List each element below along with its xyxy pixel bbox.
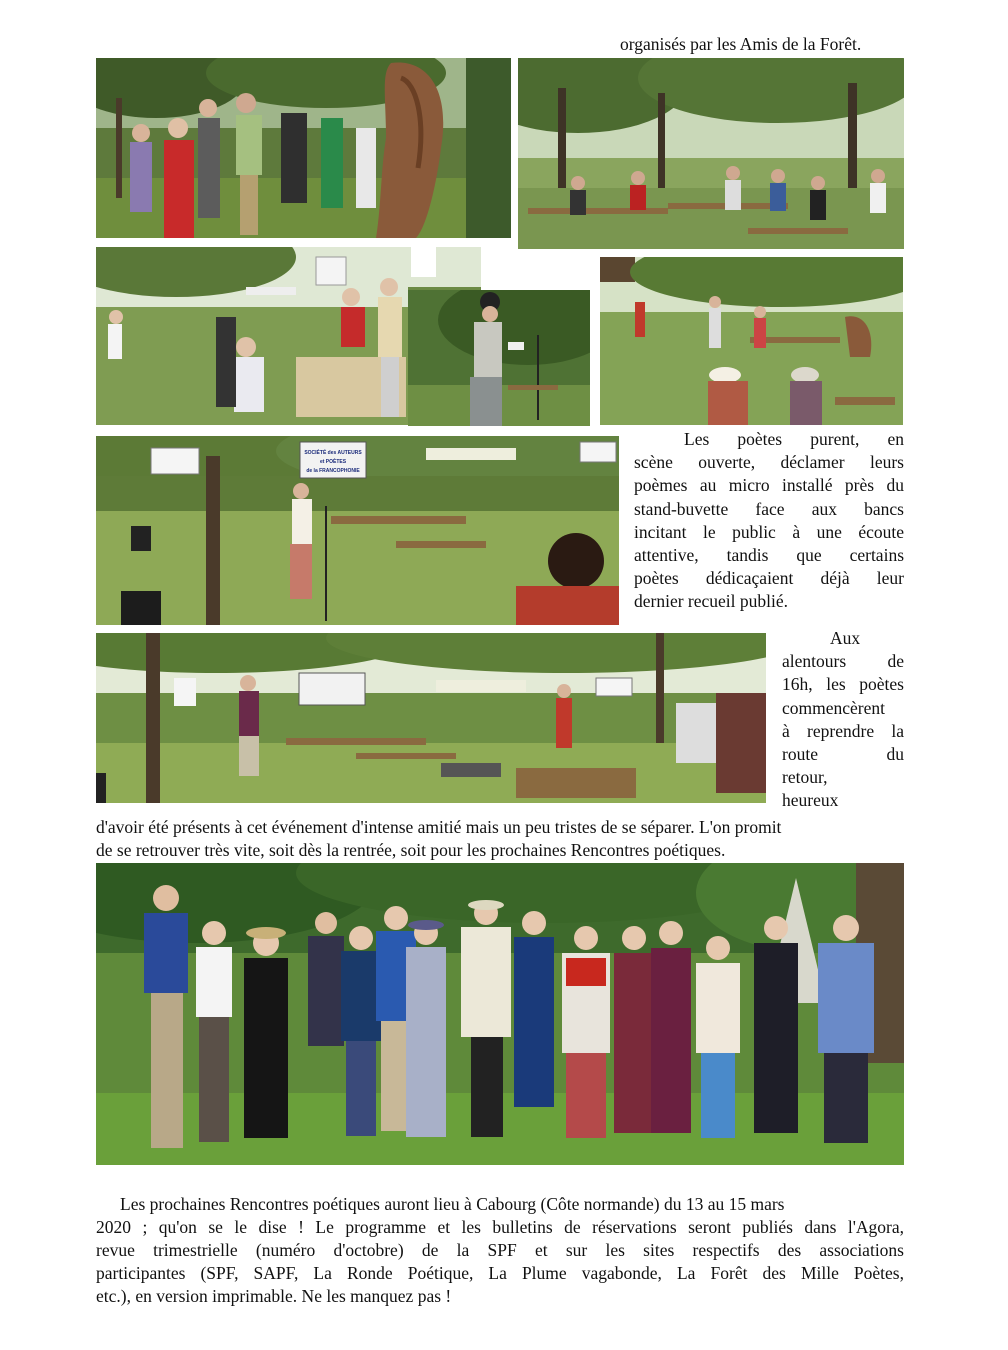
photo-man-reading (408, 290, 590, 426)
closing-line-1: Les prochaines Rencontres poétiques auront lieu à Cabourg (Côte normande) du 13 au 15 mars (120, 1194, 785, 1214)
para-right-line: incitant le public à une écoute (634, 521, 904, 542)
para-narrow-line: retour, (782, 767, 828, 788)
para-right-line: stand-buvette face aux bancs (634, 498, 904, 519)
paragraph-departure (782, 627, 904, 813)
para-narrow-line: Aux (830, 628, 861, 648)
sapf-banner-line-2: et POÈTES (319, 459, 347, 465)
sapf-banner-line-3: de la FRANCOPHONIE (306, 468, 360, 474)
para-narrow-line: route du (782, 744, 904, 765)
para-narrow-line: commencèrent (782, 697, 886, 718)
paragraph-open-stage (634, 428, 904, 614)
para-narrow-line: 16h, les poètes (782, 674, 904, 695)
paragraph-continuation-line-2: de se retrouver très vite, soit dès la rentrée, soit pour les prochaines Rencontres poétiques. (96, 840, 726, 860)
closing-line-3: revue trimestrielle (numéro d'octobre) de la SPF et sur les sites respectifs des associations (96, 1240, 904, 1260)
para-right-line: Les poètes purent, en (684, 429, 904, 449)
para-right-line: poèmes au micro installé près du (634, 475, 904, 496)
para-right-line: poètes dédicaçaient déjà leur (634, 568, 904, 589)
photo-group (96, 863, 904, 1165)
para-right-line: attentive, tandis que certains (634, 545, 904, 566)
photo-open-stage (96, 633, 766, 803)
para-right-line: dernier recueil publié. (634, 591, 789, 612)
paragraph-continuation-line-1: d'avoir été présents à cet événement d'intense amitié mais un peu tristes de se séparer. L'on promit (96, 817, 782, 837)
top-line: organisés par les Amis de la Forêt. (620, 34, 862, 54)
para-narrow-line: heureux (782, 790, 839, 811)
closing-line-4: participantes (SPF, SAPF, La Ronde Poétique, La Plume vagabonde, La Forêt des Mille Poètes, (96, 1263, 904, 1283)
para-right-line: scène ouverte, déclamer leurs (634, 452, 904, 473)
para-narrow-line: alentours de (782, 651, 904, 672)
closing-line-2: 2020 ; qu'on se le dise ! Le programme et les bulletins de réservations seront publiés dans l'Agora, (96, 1217, 904, 1237)
photo-visitors-sculpture (96, 58, 511, 238)
photo-picnic-shelter (600, 257, 903, 425)
photo-woman-microphone (96, 436, 619, 625)
closing-line-5: etc.), en version imprimable. Ne les manquez pas ! (96, 1286, 452, 1306)
para-narrow-line: à reprendre la (782, 720, 904, 741)
photo-picnic-benches (518, 58, 904, 249)
sapf-banner-line-1: SOCIÉTÉ des AUTEURS (304, 450, 362, 456)
